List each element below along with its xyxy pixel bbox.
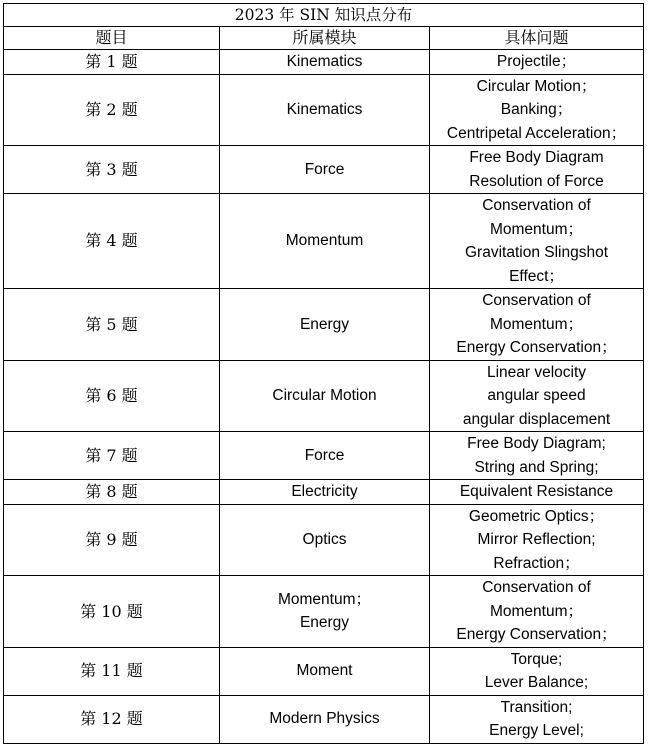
question-number-cell: 第 9 题 <box>4 504 220 576</box>
module-text: Electricity <box>291 483 358 500</box>
detail-text: Conservation of <box>482 197 591 214</box>
question-number-cell: 第 10 题 <box>4 576 220 648</box>
detail-text: String and Spring; <box>474 458 599 476</box>
module-text: Optics <box>302 531 347 548</box>
module-text: Circular Motion <box>272 387 377 404</box>
table-title: 2023 年 SIN 知识点分布 <box>4 4 644 27</box>
detail-text: Energy Conservation； <box>456 626 617 643</box>
module-text: Kinematics <box>286 101 363 118</box>
detail-text: Free Body Diagram; <box>467 435 606 452</box>
table-row <box>4 50 644 75</box>
detail-text: Energy Conservation； <box>456 339 617 356</box>
module-cell <box>220 146 430 194</box>
table-row <box>4 695 644 743</box>
detail-text: Banking； <box>500 101 573 118</box>
table-row <box>4 194 644 289</box>
detail-text: Free Body Diagram <box>469 149 604 166</box>
question-number-cell: 第 11 题 <box>4 647 220 695</box>
module-cell <box>220 50 430 75</box>
module-cell <box>220 576 430 648</box>
detail-text: Conservation of <box>482 579 591 596</box>
detail-cell <box>430 480 644 505</box>
question-number-cell: 第 3 题 <box>4 146 220 194</box>
knowledge-distribution-table <box>3 3 644 744</box>
module-text: Modern Physics <box>269 710 380 728</box>
detail-cell <box>430 576 644 648</box>
detail-cell <box>430 695 644 743</box>
detail-text: Centripetal Acceleration； <box>446 124 627 142</box>
module-text: Momentum <box>285 232 364 250</box>
module-cell <box>220 74 430 146</box>
detail-text: Transition; <box>500 698 573 716</box>
question-number-cell: 第 5 题 <box>4 289 220 361</box>
table-row <box>4 432 644 480</box>
detail-text: Resolution of Force <box>469 172 604 190</box>
table-row <box>4 360 644 432</box>
detail-text: Momentum； <box>489 315 584 333</box>
module-text: Force <box>304 446 345 464</box>
detail-text: Linear velocity <box>486 363 587 381</box>
module-text: Energy <box>299 614 350 632</box>
detail-text: Gravitation Slingshot <box>464 244 609 261</box>
module-text: Momentum； <box>277 590 372 608</box>
detail-text: Torque; <box>510 650 563 668</box>
detail-text: Mirror Reflection; <box>477 531 596 548</box>
detail-text: Equivalent Resistance <box>459 483 614 500</box>
table-row <box>4 504 644 576</box>
table-row <box>4 576 644 648</box>
detail-text: Geometric Optics； <box>468 507 605 525</box>
detail-cell <box>430 194 644 289</box>
detail-text: Circular Motion； <box>476 77 597 95</box>
question-number-cell: 第 12 题 <box>4 695 220 743</box>
module-cell <box>220 360 430 432</box>
detail-cell <box>430 289 644 361</box>
question-number-cell: 第 6 题 <box>4 360 220 432</box>
header-row <box>4 27 644 50</box>
detail-text: Conservation of <box>482 292 591 309</box>
column-header-detail: 具体问题 <box>430 27 644 50</box>
module-text: Force <box>304 160 345 178</box>
module-cell <box>220 647 430 695</box>
title-row <box>4 4 644 27</box>
table-row <box>4 480 644 505</box>
question-number-cell: 第 8 题 <box>4 480 220 505</box>
module-text: Moment <box>296 662 353 680</box>
module-cell <box>220 504 430 576</box>
detail-text: Effect； <box>509 267 564 285</box>
detail-text: Lever Balance; <box>484 674 589 691</box>
detail-text: Refraction； <box>493 554 580 572</box>
module-text: Energy <box>299 315 350 333</box>
module-cell <box>220 194 430 289</box>
detail-text: Momentum； <box>489 602 584 620</box>
detail-cell <box>430 74 644 146</box>
detail-cell <box>430 146 644 194</box>
detail-text: Projectile； <box>496 53 577 70</box>
module-cell <box>220 289 430 361</box>
module-cell <box>220 695 430 743</box>
detail-text: angular speed <box>487 387 586 404</box>
column-header-module: 所属模块 <box>220 27 430 50</box>
detail-cell <box>430 647 644 695</box>
detail-cell <box>430 504 644 576</box>
question-number-cell: 第 4 题 <box>4 194 220 289</box>
detail-cell <box>430 432 644 480</box>
question-number-cell: 第 2 题 <box>4 74 220 146</box>
detail-text: Momentum； <box>489 220 584 238</box>
detail-text: angular displacement <box>462 410 611 428</box>
detail-text: Energy Level; <box>489 722 584 739</box>
module-text: Kinematics <box>286 53 363 70</box>
question-number-cell: 第 1 题 <box>4 50 220 75</box>
question-number-cell: 第 7 题 <box>4 432 220 480</box>
table-row <box>4 146 644 194</box>
table-row <box>4 74 644 146</box>
detail-cell <box>430 360 644 432</box>
table-row <box>4 289 644 361</box>
module-cell <box>220 480 430 505</box>
table-row <box>4 647 644 695</box>
detail-cell <box>430 50 644 75</box>
column-header-question: 题目 <box>4 27 220 50</box>
module-cell <box>220 432 430 480</box>
